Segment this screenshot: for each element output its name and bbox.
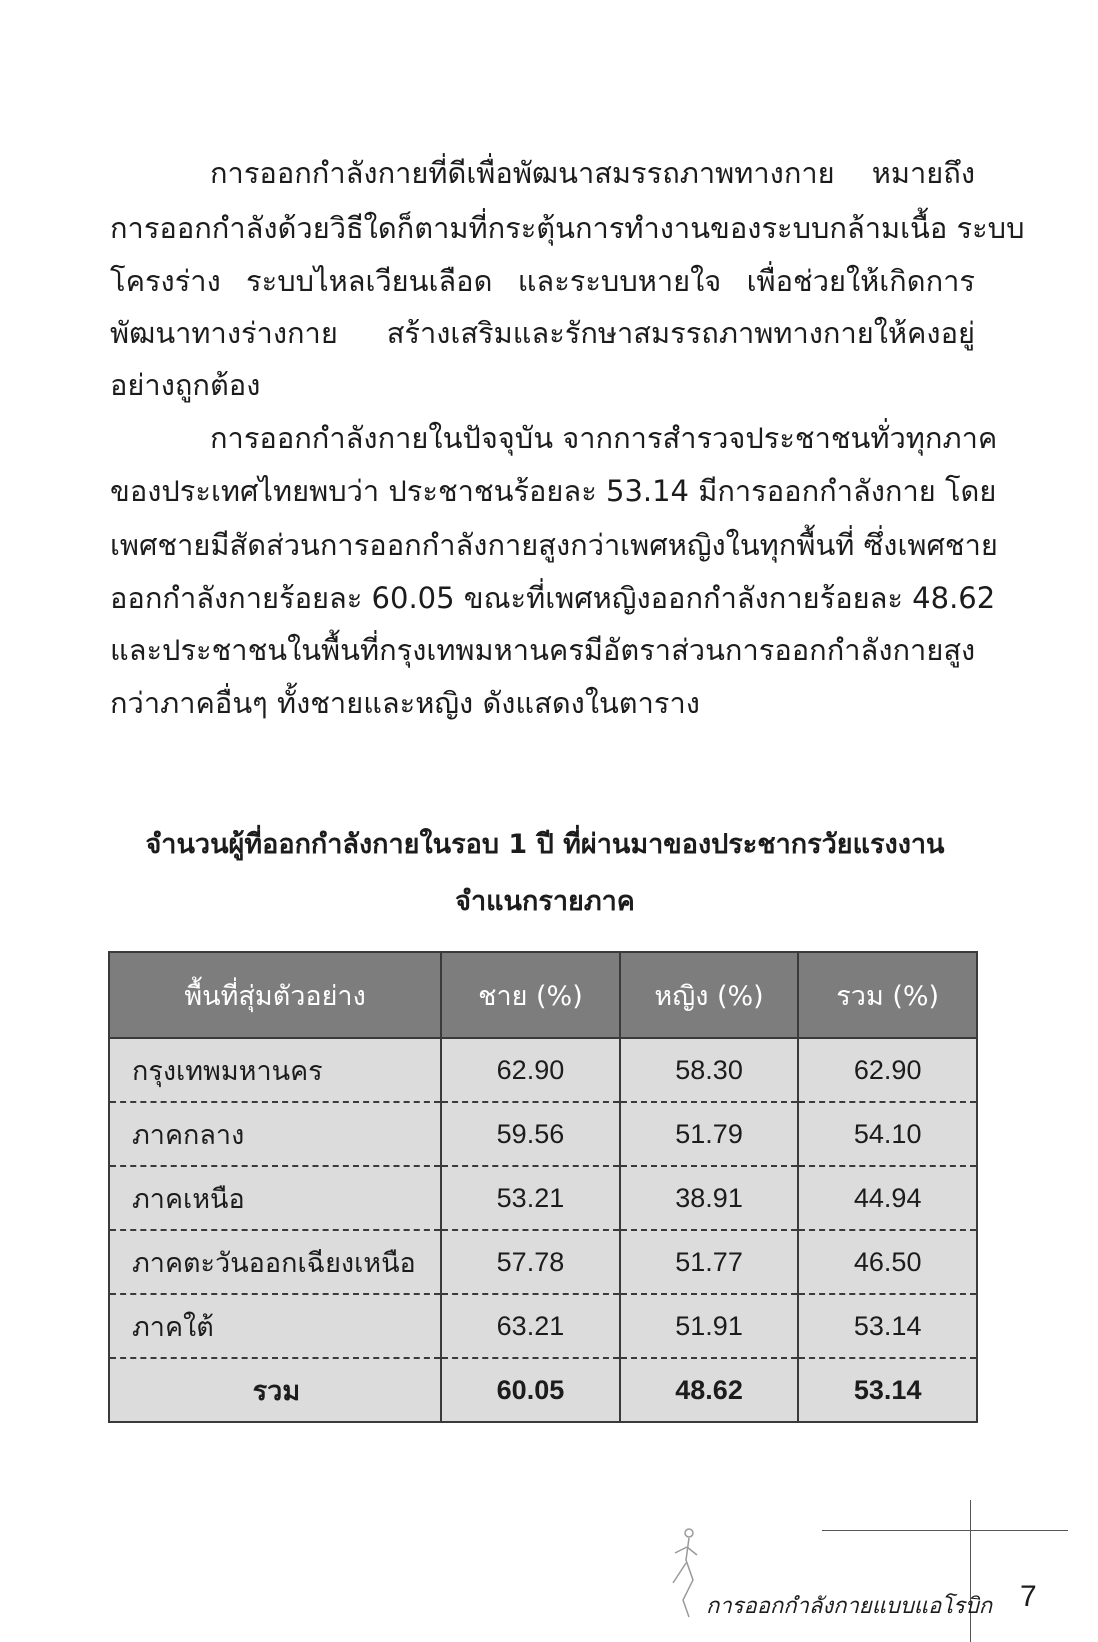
header-region: พื้นที่สุ่มตัวอย่าง <box>109 952 441 1038</box>
table-row <box>109 1166 977 1230</box>
paragraph-line: พัฒนาทางร่างกาย สร้างเสริมและรักษาสมรรถภาพทางกายให้คงอยู่ <box>110 316 975 350</box>
region-cell: ภาคเหนือ <box>109 1166 441 1230</box>
male-cell: 57.78 <box>441 1230 620 1294</box>
male-cell: 59.56 <box>441 1102 620 1166</box>
paragraph-line: โครงร่าง ระบบไหลเวียนเลือด และระบบหายใจ เพื่อช่วยให้เกิดการ <box>110 264 975 298</box>
female-cell: 58.30 <box>620 1038 799 1102</box>
region-cell: ภาคตะวันออกเฉียงเหนือ <box>109 1230 441 1294</box>
paragraph-line: อย่างถูกต้อง <box>110 368 261 402</box>
total-cell: 44.94 <box>798 1166 977 1230</box>
table-caption-sub: จำแนกรายภาค <box>455 886 635 917</box>
paragraph-line: การออกกำลังกายที่ดีเพื่อพัฒนาสมรรถภาพทางกาย หมายถึง <box>210 156 975 190</box>
grand-total-cell: 53.14 <box>798 1358 977 1422</box>
paragraph-line: การออกกำลังด้วยวิธีใดก็ตามที่กระตุ้นการทำงานของระบบกล้ามเนื้อ ระบบ <box>110 211 1025 245</box>
female-cell: 51.79 <box>620 1102 799 1166</box>
table-row <box>109 1102 977 1166</box>
runner-figure-icon <box>665 1525 711 1620</box>
footer-rule-horizontal <box>822 1530 1068 1531</box>
table-row <box>109 1230 977 1294</box>
table-caption: จำนวนผู้ที่ออกกำลังกายในรอบ 1 ปี ที่ผ่านมาของประชากรวัยแรงงาน <box>145 829 945 860</box>
paragraph-line: การออกกำลังกายในปัจจุบัน จากการสำรวจประชาชนทั่วทุกภาค <box>210 421 998 455</box>
paragraph-line: ของประเทศไทยพบว่า ประชาชนร้อยละ 53.14 มีการออกกำลังกาย โดย <box>110 474 997 508</box>
page-number: 7 <box>1020 1580 1037 1613</box>
paragraph-line: และประชาชนในพื้นที่กรุงเทพมหานครมีอัตราส่วนการออกกำลังกายสูง <box>110 633 976 667</box>
exercise-table <box>108 951 978 1423</box>
male-total-cell: 60.05 <box>441 1358 620 1422</box>
header-total: รวม (%) <box>798 952 977 1038</box>
region-cell: ภาคใต้ <box>109 1294 441 1358</box>
paragraph-line: ออกกำลังกายร้อยละ 60.05 ขณะที่เพศหญิงออกกำลังกายร้อยละ 48.62 <box>110 581 996 615</box>
total-cell: 46.50 <box>798 1230 977 1294</box>
book-title: การออกกำลังกายแบบแอโรบิก <box>706 1594 993 1619</box>
female-cell: 38.91 <box>620 1166 799 1230</box>
table-header-row <box>109 952 977 1038</box>
table-row <box>109 1294 977 1358</box>
paragraph-line: กว่าภาคอื่นๆ ทั้งชายและหญิง ดังแสดงในตาราง <box>110 686 700 720</box>
total-cell: 62.90 <box>798 1038 977 1102</box>
header-female: หญิง (%) <box>620 952 799 1038</box>
female-total-cell: 48.62 <box>620 1358 799 1422</box>
paragraph-line: เพศชายมีสัดส่วนการออกกำลังกายสูงกว่าเพศหญิงในทุกพื้นที่ ซึ่งเพศชาย <box>110 528 998 562</box>
region-cell: กรุงเทพมหานคร <box>109 1038 441 1102</box>
female-cell: 51.77 <box>620 1230 799 1294</box>
total-label-cell: รวม <box>109 1358 441 1422</box>
table-total-row <box>109 1358 977 1422</box>
male-cell: 53.21 <box>441 1166 620 1230</box>
male-cell: 63.21 <box>441 1294 620 1358</box>
female-cell: 51.91 <box>620 1294 799 1358</box>
total-cell: 53.14 <box>798 1294 977 1358</box>
male-cell: 62.90 <box>441 1038 620 1102</box>
total-cell: 54.10 <box>798 1102 977 1166</box>
table-row <box>109 1038 977 1102</box>
region-cell: ภาคกลาง <box>109 1102 441 1166</box>
header-male: ชาย (%) <box>441 952 620 1038</box>
